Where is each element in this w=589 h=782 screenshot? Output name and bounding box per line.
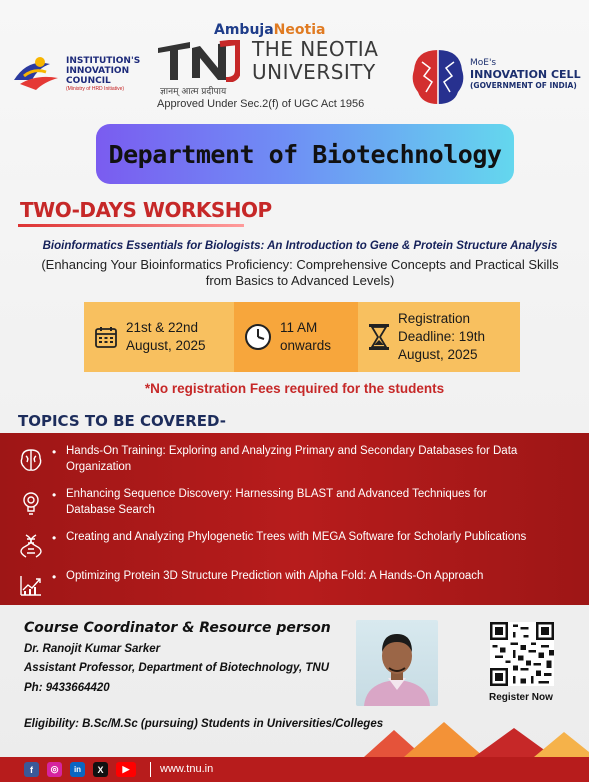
bullet: • [52, 531, 57, 545]
moe-line1: MoE's [470, 58, 497, 68]
footer [0, 757, 589, 782]
time-text [280, 319, 331, 355]
calendar-icon [94, 325, 118, 349]
time-line2: onwards [280, 338, 332, 353]
topics-heading: TOPICS TO BE COVERED- [18, 412, 226, 430]
university-line1: THE NEOTIA [252, 37, 379, 61]
registration-qr-code[interactable] [490, 622, 554, 686]
topic-text: Optimizing Protein 3D Structure Prediction with Alpha Fold: A Hands-On Approach [66, 570, 484, 582]
no-fees-note: *No registration Fees required for the students [144, 381, 445, 396]
deadline-line1: Registration [398, 311, 471, 326]
linkedin-icon[interactable]: in [70, 762, 85, 777]
ambuja-word: Ambuja [214, 22, 274, 38]
clock-icon [244, 323, 272, 351]
coordinator-phone: Ph: 9433664420 [24, 682, 110, 694]
heading-underline [18, 224, 244, 227]
iic-name [66, 56, 140, 86]
date-box [84, 302, 234, 372]
ugc-approval: Approved Under Sec.2(f) of UGC Act 1956 [157, 98, 365, 110]
person-portrait-icon [356, 620, 438, 706]
deadline-box [358, 302, 520, 372]
coordinator-heading: Course Coordinator & Resource person [24, 620, 331, 636]
website-link[interactable]: www.tnu.in [160, 763, 214, 775]
tnu-logo-icon [156, 40, 240, 82]
department-banner [96, 124, 514, 184]
moe-line3: (GOVERNMENT OF INDIA) [470, 81, 577, 90]
date-line1: 21st & 22nd [126, 320, 199, 335]
topics-panel [0, 433, 589, 605]
topic-text: Creating and Analyzing Phylogenetic Trees with MEGA Software for Scholarly Publications [66, 531, 527, 543]
bullet: • [52, 445, 57, 459]
moe-brain-logo-icon [408, 46, 468, 108]
decorative-triangles [364, 722, 589, 757]
topic-item [0, 529, 589, 569]
youtube-icon[interactable]: ▶ [116, 762, 136, 777]
topic-item [0, 486, 589, 526]
header [0, 0, 589, 118]
workshop-heading: TWO-DAYS WORKSHOP [20, 198, 272, 222]
deadline-line2: Deadline: 19th [398, 329, 486, 344]
iic-line3: COUNCIL [66, 76, 111, 86]
chart-growth-icon [18, 572, 44, 598]
moe-innovation-cell [470, 58, 581, 90]
eligibility-text: Eligibility: B.Sc/M.Sc (pursuing) Students in Universities/Colleges [24, 718, 384, 730]
moe-line2: INNOVATION CELL [470, 68, 581, 81]
workshop-title: Bioinformatics Essentials for Biologists: An Introduction to Gene & Protein Structure Analysis [42, 240, 558, 252]
bullet: • [52, 570, 57, 584]
iic-line1: INSTITUTION'S [66, 56, 141, 66]
hindi-motto: ज्ञानम् आत्म प्रदीपाय [160, 87, 227, 97]
deadline-text [398, 310, 485, 364]
university-line2: UNIVERSITY [252, 60, 376, 84]
workshop-subtitle: (Enhancing Your Bioinformatics Proficiency: Comprehensive Concepts and Practical Skills from Basics to Advanced Levels) [41, 257, 559, 288]
neotia-word: Neotia [273, 22, 326, 38]
topic-text: Hands-On Training: Exploring and Analyzing Primary and Secondary Databases for Data Organization [66, 445, 518, 473]
time-box [234, 302, 358, 372]
topic-item [0, 443, 589, 483]
instagram-icon[interactable]: ◎ [47, 762, 62, 777]
iic-line2: INNOVATION [66, 66, 130, 76]
bullet: • [52, 488, 57, 502]
iic-logo [10, 52, 160, 96]
university-name [252, 38, 378, 84]
department-title: Department of Biotechnology [108, 139, 502, 169]
iic-subtitle: (Ministry of HRD Initiative) [66, 86, 125, 92]
coordinator-name: Dr. Ranojit Kumar Sarker [24, 643, 161, 655]
brain-gear-icon [18, 447, 44, 473]
footer-divider [150, 762, 151, 777]
deadline-line3: August, 2025 [398, 347, 478, 362]
date-line2: August, 2025 [126, 338, 206, 353]
coordinator-role: Assistant Professor, Department of Biotechnology, TNU [24, 662, 330, 674]
ambuja-neotia-brand [214, 22, 325, 38]
lightbulb-gear-icon [18, 490, 44, 516]
topic-item [0, 568, 589, 608]
iic-emblem-icon [10, 54, 62, 92]
register-now-label[interactable]: Register Now [489, 692, 553, 703]
x-twitter-icon[interactable]: X [93, 762, 108, 777]
topic-text: Enhancing Sequence Discovery: Harnessing BLAST and Advanced Techniques for Database Search [66, 488, 487, 516]
hourglass-icon [368, 323, 390, 351]
dna-icon [18, 533, 44, 559]
facebook-icon[interactable]: f [24, 762, 39, 777]
date-text [126, 319, 206, 355]
time-line1: 11 AM [280, 320, 318, 335]
coordinator-photo [356, 620, 438, 706]
